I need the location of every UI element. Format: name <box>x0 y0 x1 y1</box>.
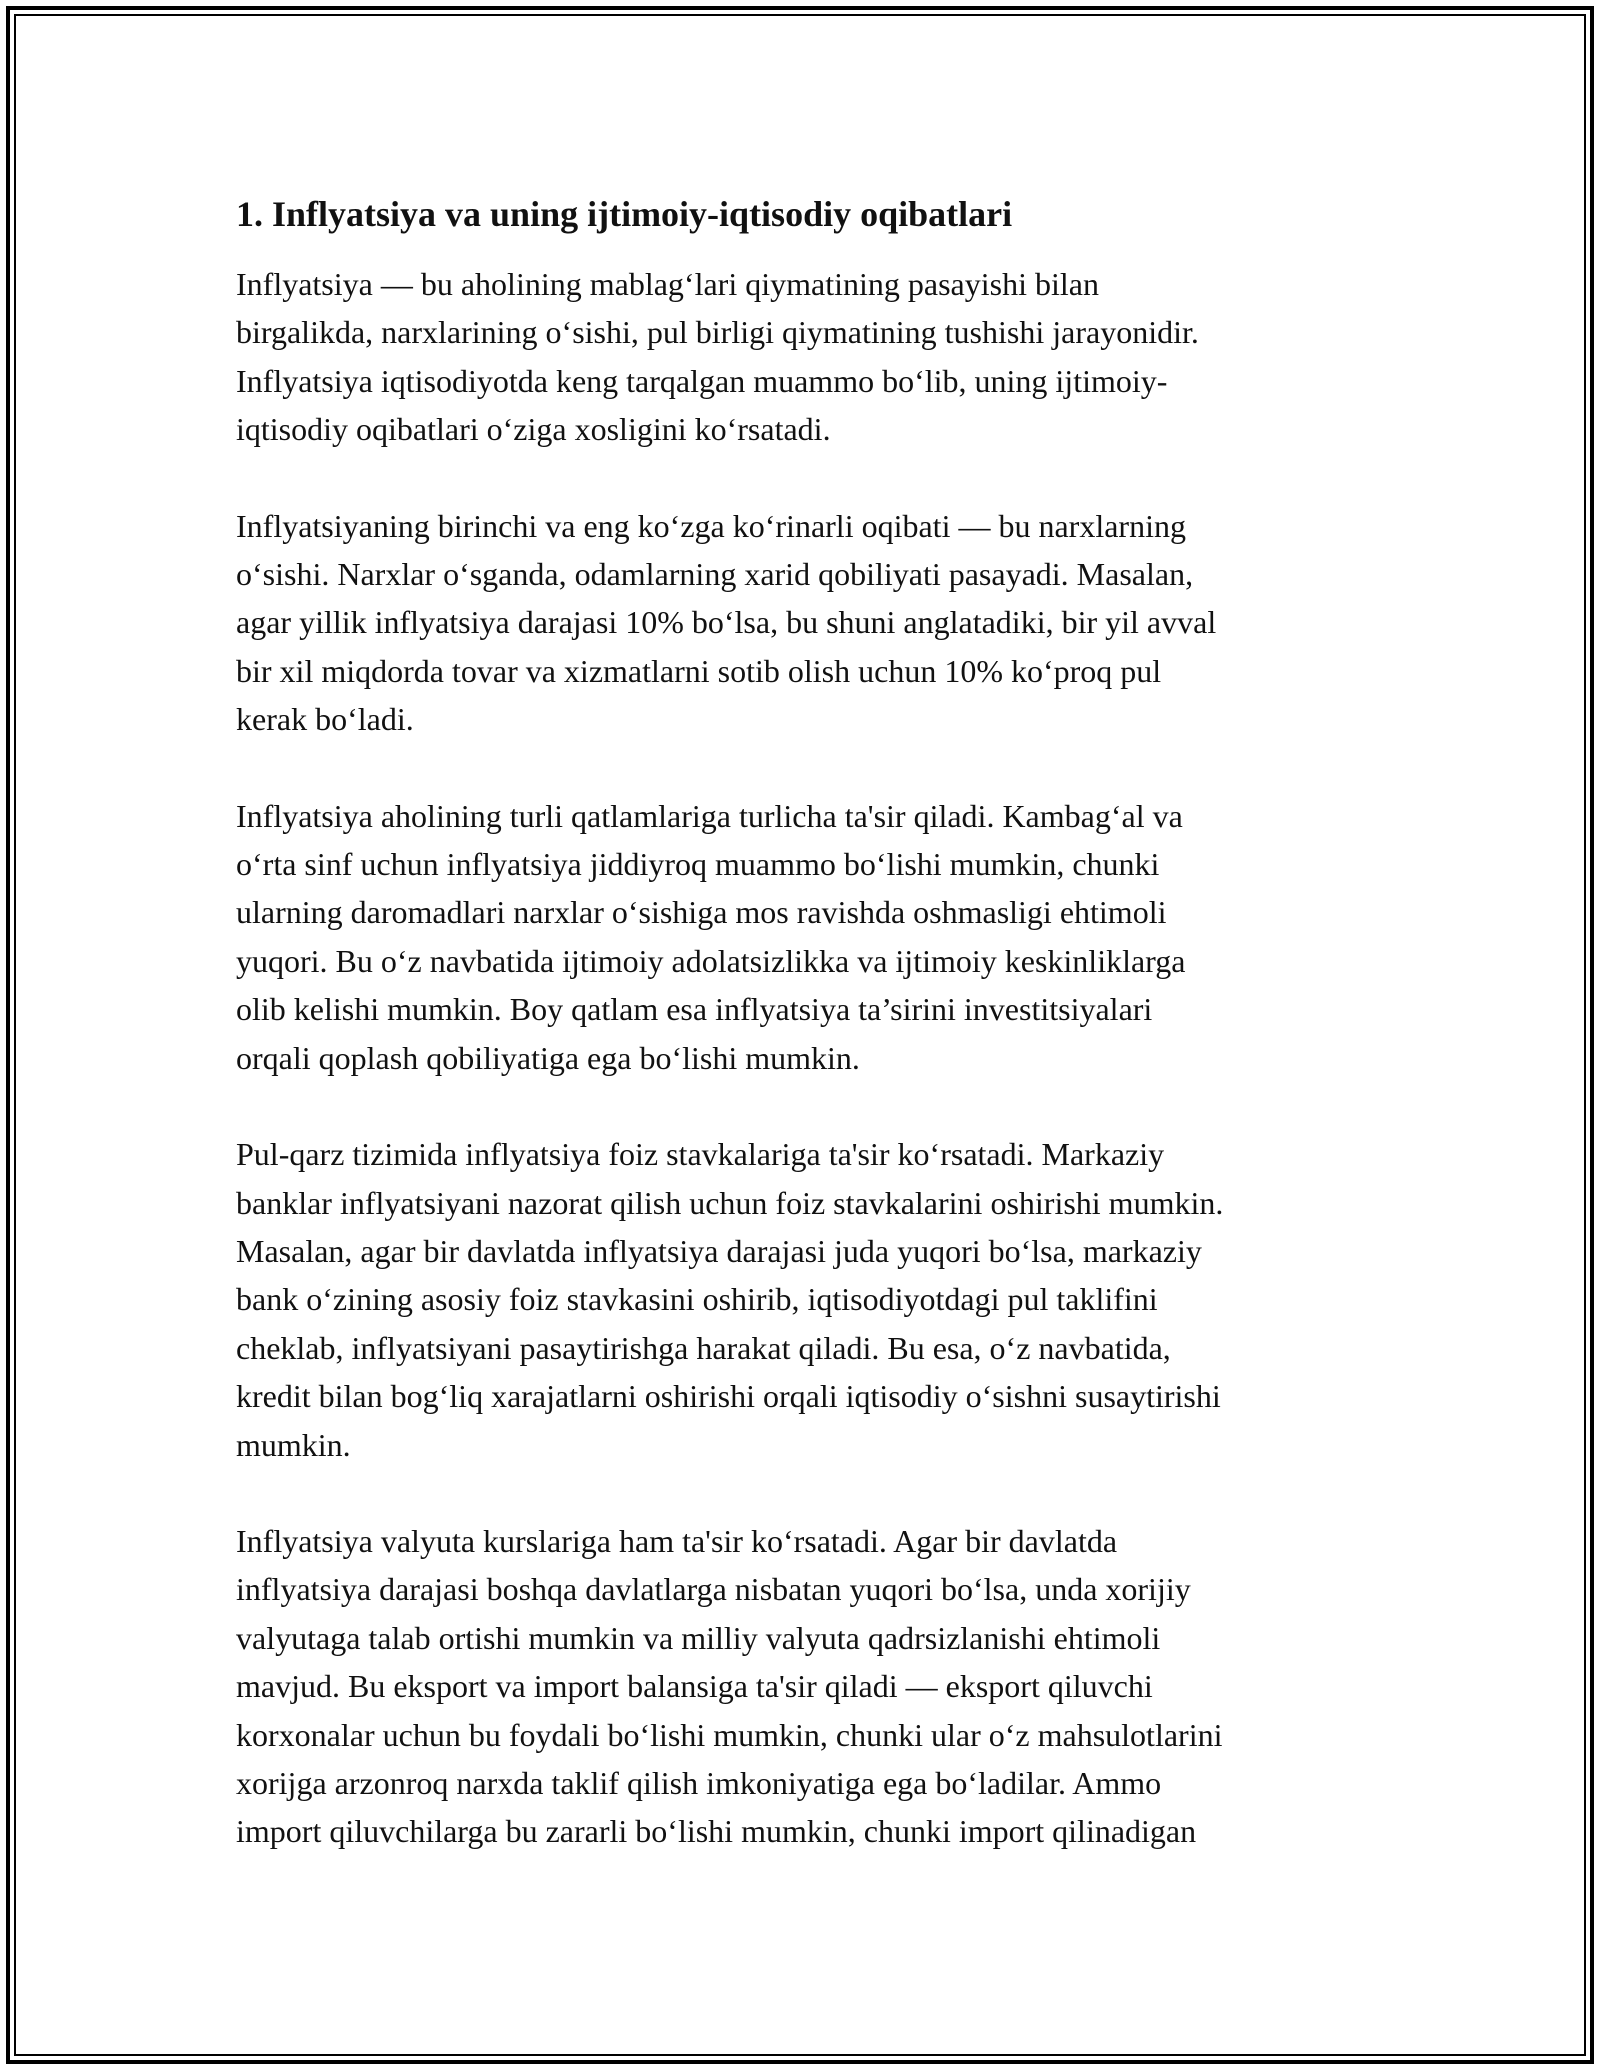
text-line: birgalikda, narxlarining o‘sishi, pul birligi qiymatining tushishi jarayonidir. <box>236 314 1199 351</box>
text-line: ularning daromadlari narxlar o‘sishiga mos ravishda oshmasligi ehtimoli <box>236 894 1167 931</box>
text-line: o‘sishi. Narxlar o‘sganda, odamlarning xarid qobiliyati pasayadi. Masalan, <box>236 556 1194 593</box>
text-line: olib kelishi mumkin. Boy qatlam esa inflyatsiya ta’sirini investitsiyalari <box>236 991 1153 1028</box>
paragraph-5 <box>236 1517 1396 1856</box>
text-line: mavjud. Bu eksport va import balansiga ta'sir qiladi — eksport qiluvchi <box>236 1668 1153 1705</box>
paragraph-3 <box>236 792 1396 1082</box>
text-line: Inflyatsiya valyuta kurslariga ham ta'sir ko‘rsatadi. Agar bir davlatda <box>236 1522 1118 1559</box>
text-line: mumkin. <box>236 1426 351 1463</box>
text-line: orqali qoplash qobiliyatiga ega bo‘lishi mumkin. <box>236 1039 860 1076</box>
text-line: Inflyatsiya aholining turli qatlamlariga turlicha ta'sir qiladi. Kambag‘al va <box>236 797 1183 834</box>
paragraph-4 <box>236 1130 1396 1469</box>
text-line: import qiluvchilarga bu zararli bo‘lishi mumkin, chunki import qilinadigan <box>236 1813 1197 1850</box>
text-line: cheklab, inflyatsiyani pasaytirishga harakat qiladi. Bu esa, o‘z navbatida, <box>236 1329 1171 1366</box>
text-line: agar yillik inflyatsiya darajasi 10% bo‘lsa, bu shuni anglatadiki, bir yil avval <box>236 604 1217 641</box>
text-line: korxonalar uchun bu foydali bo‘lishi mumkin, chunki ular o‘z mahsulotlarini <box>236 1716 1223 1753</box>
text-line: o‘rta sinf uchun inflyatsiya jiddiyroq muammo bo‘lishi mumkin, chunki <box>236 846 1160 883</box>
text-line: yuqori. Bu o‘z navbatida ijtimoiy adolatsizlikka va ijtimoiy keskinliklarga <box>236 942 1186 979</box>
text-line: Pul-qarz tizimida inflyatsiya foiz stavkalariga ta'sir ko‘rsatadi. Markaziy <box>236 1136 1165 1173</box>
text-line: kredit bilan bog‘liq xarajatlarni oshirishi orqali iqtisodiy o‘sishni susaytirishi <box>236 1378 1221 1415</box>
text-line: inflyatsiya darajasi boshqa davlatlarga nisbatan yuqori bo‘lsa, unda xorijiy <box>236 1571 1191 1608</box>
text-line: Inflyatsiya iqtisodiyotda keng tarqalgan muammo bo‘lib, uning ijtimoiy- <box>236 362 1168 399</box>
text-line: banklar inflyatsiyani nazorat qilish uchun foiz stavkalarini oshirishi mumkin. <box>236 1184 1224 1221</box>
text-line: bir xil miqdorda tovar va xizmatlarni sotib olish uchun 10% ko‘proq pul <box>236 652 1162 689</box>
text-line: bank o‘zining asosiy foiz stavkasini oshirib, iqtisodiyotdagi pul taklifini <box>236 1281 1158 1318</box>
text-line: kerak bo‘ladi. <box>236 701 414 738</box>
text-line: valyutaga talab ortishi mumkin va milliy valyuta qadrsizlanishi ehtimoli <box>236 1619 1161 1656</box>
text-line: Inflyatsiyaning birinchi va eng ko‘zga ko‘rinarli oqibati — bu narxlarning <box>236 507 1186 544</box>
paragraph-1 <box>236 260 1396 454</box>
text-line: Masalan, agar bir davlatda inflyatsiya darajasi juda yuqori bo‘lsa, markaziy <box>236 1232 1202 1269</box>
section-heading: 1. Inflyatsiya va uning ijtimoiy-iqtisodiy oqibatlari <box>236 194 1013 234</box>
text-line: iqtisodiy oqibatlari o‘ziga xosligini ko‘rsatadi. <box>236 411 831 448</box>
document-page <box>236 190 1396 1904</box>
text-line: xorijga arzonroq narxda taklif qilish imkoniyatiga ega bo‘ladilar. Ammo <box>236 1764 1162 1801</box>
paragraph-2 <box>236 502 1396 744</box>
text-line: Inflyatsiya — bu aholining mablag‘lari qiymatining pasayishi bilan <box>236 266 1099 302</box>
